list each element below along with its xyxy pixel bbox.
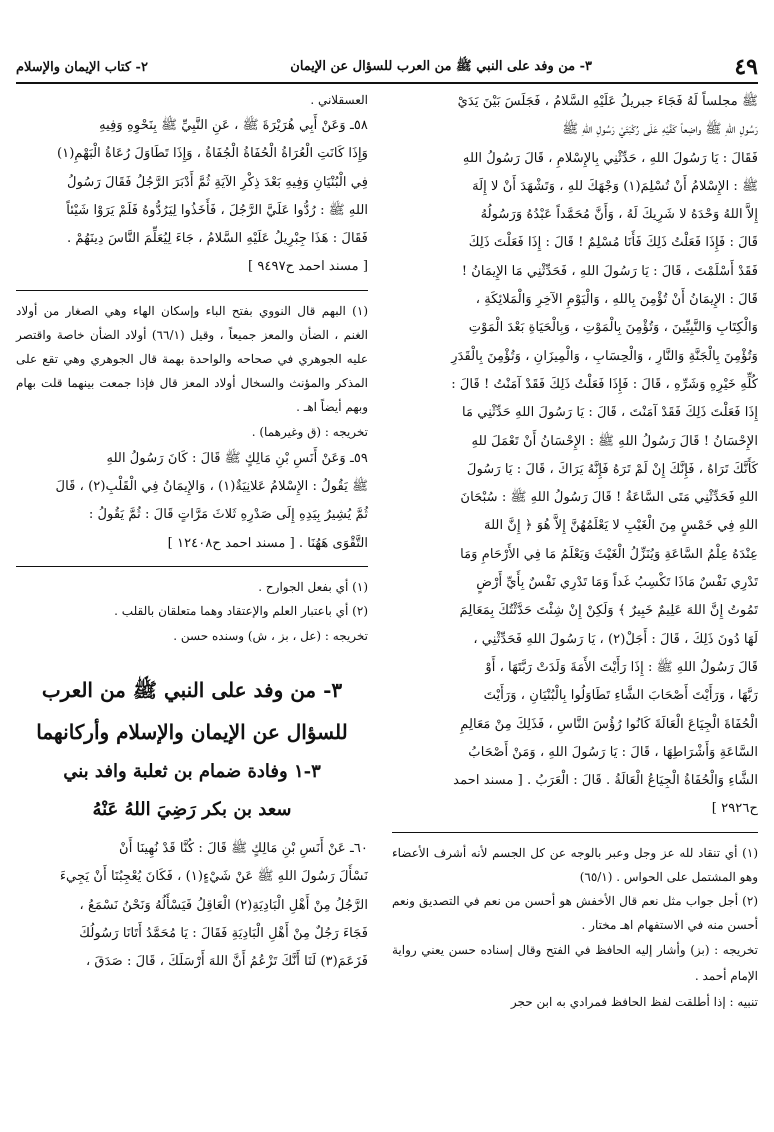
text-line: [ مسند احمد ح٩٤٩٧ ] [247,259,368,275]
text-line: إِلاَّ اللهُ وَحْدَهُ لا شَرِيكَ لَهُ ، وَأَنَّ مُحَمَّداً عَبْدُهُ وَرَسُولُهُ [480,207,758,223]
text-line: فَجَاءَ رَجُلٌ مِنْ أَهْلِ الْبَادِيَةِ فَقَالَ : يَا مُحَمَّدُ أَتَانَا رَسُولُكَ [79,925,368,941]
text-line: ٥٩ـ وَعَنْ أَنَسِ بْنِ مَالِكٍ ﷺ قَالَ : كَانَ رَسُولُ اللهِ [106,450,368,466]
footnote-divider [16,566,368,567]
text-line: رَبَّهَا ، وَرَأَيْتَ أَصْحَابَ الشَّاءِ تَطَاوَلُوا بِالْبُنْيَانِ ، وَرَأَيْتَ [483,688,758,704]
text-line: وَإِذَا كَانَتِ الْعُرَاةُ الْحُفَاةُ الْجُفَاةُ ، وَإِذَا تَطَاوَلَ رُعَاةُ الْبَهْمِ(١) [56,146,368,162]
text-line: نَسْأَلَ رَسُولَ اللهِ ﷺ عَنْ شَيْءٍ(١) ، فَكَانَ يُعْجِبُنَا أَنْ يَجِيءَ [59,869,368,885]
continuation-word: العسقلاني . [310,93,368,107]
text-line: الإِحْسَانُ ! قَالَ رَسُولُ اللهِ ﷺ : الإِحْسَانُ أَنْ تَعْمَلَ للهِ [471,433,758,449]
text-line: اللهِ فِي خَمْسٍ مِنَ الْغَيْبِ لا يَعْلَمُهُنَّ إِلاَّ هُوَ ﴿ إِنَّ اللهَ [484,518,758,534]
text-line: ﷺ : الإِسْلامُ أَنْ تُسْلِمَ(١) وَجْهَكَ للهِ ، وَتَشْهَدَ أَنْ لا إِلَهَ [472,178,758,194]
hadith-59 [16,445,368,558]
text-line: فَقَالَ : يَا رَسُولَ اللهِ ، حَدِّثْنِي بِالإِسْلامِ ، قَالَ رَسُولُ اللهِ [462,150,758,166]
text-line: فِي الْبُنْيَانِ وَفِيهِ بَعْدَ ذِكْرِ الآيَةِ ثُمَّ أَدْبَرَ الرَّجُلُ فَقَالَ رَسُولُ [67,174,368,190]
footnote-58: (١) البهم قال النووي بفتح الباء وإسكان الهاء وهي الصغار من أولاد الغنم ، الضأن والمعز جميعاً ، وقيل (٦٦/١) أولاد الضأن خاصة واقتصر عليه الجوهري في صحاحه والواحدة بهمة قال الجوهري وهي تقع على المذكر والمؤنث والسخال أولاد المعز قال فإذا جمعت بينهما قلت بهام وبهم أيضاً اهـ . [16,303,368,414]
footnote-59-2: (٢) أي باعتبار العلم والإعتقاد وهما متعلقان بالقلب . [114,603,368,618]
text-line: السَّاعَةِ وَأَشْرَاطِهَا ، قَالَ : يَا رَسُولَ اللهِ ، وَمَنْ أَصْحَابُ [468,744,758,760]
tanbih-note: تنبيه : إذا أطلقت لفظ الحافظ فمرادي به ابن حجر [510,994,758,1009]
text-line: التَّقْوَى هَهُنَا . [ مسند احمد ح١٢٤٠٨ ] [167,535,368,551]
text-line: عِنْدَهُ عِلْمُ السَّاعَةِ وَيُنَزِّلُ الْغَيْثَ وَيَعْلَمُ مَا فِي الأَرْحَامِ وَمَا [460,546,758,562]
text-line: فَقَدْ أَسْلَمْتَ ، قَالَ : يَا رَسُولَ اللهِ ، فَحَدِّثْنِي مَا الإِيمَانُ ! [461,263,758,279]
subsection-heading: سعد بن بكر رَضِيَ اللهُ عَنْهُ [92,798,292,820]
text-line: ﷺ مجلساً لَهُ فَجَاءَ جبريلُ عَلَيْهِ السَّلامُ ، فَجَلَسَ بَيْنَ يَدَيْ [457,94,758,109]
left-column [16,88,368,976]
text-line: إِذَا فَعَلْتَ ذَلِكَ فَقَدْ آمَنْتَ ، قَالَ : يَا رَسُولَ اللهِ حَدِّثْنِي مَا [461,405,758,421]
section-heading: للسؤال عن الإيمان والإسلام وأركانهما [36,719,348,744]
text-line: ٥٨ـ وَعَنْ أَبِي هُرَيْرَةَ ﷺ ، عَنِ النَّبِيِّ ﷺ بِنَحْوِهِ وَفِيهِ [99,118,368,133]
takhrij-59: تخريجه : (عل ، بز ، ش) وسنده حسن . [173,628,368,643]
text-line: فَزَعَمَ(٣) لَنَا أَنَّكَ تَزْعُمُ أَنَّ اللهَ أَرْسَلَكَ ، قَالَ : صَدَقَ ، [85,954,368,970]
text-line: فَقَالَ : هَذَا جِبْرِيلُ عَلَيْهِ السَّلامُ ، جَاءَ لِيُعَلِّمَ النَّاسَ دِينَهُمْ . [67,231,368,247]
subsection-heading: ٣-١ وفادة ضمام بن ثعلبة وافد بني [63,760,321,782]
text-line: الْحُفَاةَ الْجِيَاعَ الْعَالَةَ كَانُوا رُؤُسَ النَّاسِ ، فَذَلِكَ مِنْ مَعَالِمِ [460,716,758,732]
footnote-divider [392,832,758,833]
text-line: لَهَا دُونَ ذَلِكَ ، قَالَ : أَجَلْ(٢) ، يَا رَسُولَ اللهِ فَحَدِّثْنِي ، [473,631,758,647]
text-line: ٦٠ـ عَنْ أَنَسِ بْنِ مَالِكٍ ﷺ قَالَ : كُنَّا قَدْ نُهِينَا أَنْ [119,840,368,856]
hadith-60 [16,835,368,976]
page-header [16,52,758,84]
footnote-divider [16,290,368,291]
text-line: قَالَ : الإِيمَانُ أَنْ تُؤْمِنَ بِاللهِ ، وَالْيَوْمِ الآخِرِ وَالْمَلائِكَةِ ، [475,292,758,308]
text-line: كَأَنَّكَ تَرَاهُ ، فَإِنَّكَ إِنْ لَمْ تَرَهُ فَإِنَّهُ يَرَاكَ ، قَالَ : يَا رَسُولَ [466,461,758,477]
text-line: وَالْكِتَابِ وَالنَّبِيِّينَ ، وَتُؤْمِنَ بِالْمَوْتِ ، وَبِالْحَيَاةِ بَعْدَ الْمَوْتِ [468,320,758,336]
footnote-59-1: (١) أي بفعل الجوارح . [258,579,368,594]
hadith-57-text [392,88,758,824]
text-line: كُلِّهِ خَيْرِهِ وَشَرِّهِ ، قَالَ : فَإِذَا فَعَلْتُ ذَلِكَ فَقَدْ آمَنْتُ ! قَالَ : [451,376,758,392]
text-line: وَتُؤْمِنَ بِالْجَنَّةِ وَالنَّارِ ، وَالْحِسَابِ ، وَالْمِيزَانِ ، وَتُؤْمِنَ بِالْقَدَرِ [451,348,758,364]
text-line: ثُمَّ يُشِيرُ بِيَدِهِ إِلَى صَدْرِهِ ثَلاثَ مَرَّاتٍ قَالَ : ثُمَّ يَقُولُ : [88,507,368,523]
hadith-58 [16,112,368,282]
page-number: ٤٩ [734,54,758,80]
takhrij-58: تخريجه : (ق وغيرهما) . [251,424,368,439]
footnote-2: (٢) أجل جواب مثل نعم قال الأخفش هو أحسن من نعم في التصديق ونعم أحسن منه في الاستفهام اهـ مختار . [392,893,758,932]
book-title: ٢- كتاب الإيمان والإسلام [16,59,148,75]
text-line: تَدْرِي نَفْسٌ مَاذَا تَكْسِبُ غَداً وَمَا تَدْرِي نَفْسٌ بِأَيِّ أَرْضٍ [476,575,758,591]
takhrij-note: تخريجه : (بز) وأشار إليه الحافظ في الفتح وقال إسناده حسن يعني رواية الإمام أحمد . [392,942,758,983]
text-line: ح٢٩٢٦ ] [711,801,758,817]
text-line: الرَّجُلُ مِنْ أَهْلِ الْبَادِيَةِ(٢) الْعَاقِلُ فَيَسْأَلُهُ وَنَحْنُ نَسْمَعُ ، [79,897,368,913]
footnote-1: (١) أي تنقاد لله عز وجل وعبر بالوجه عن كل الجسم لأنه أشرف الأعضاء وهو المشتمل على الحواس . (٦٥/١) [392,845,758,884]
text-line: قَالَ رَسُولُ اللهِ ﷺ : إِذَا رَأَيْتَ الأَمَةَ وَلَدَتْ رَبَّتَهَا ، أَوْ [485,659,758,675]
right-column [392,88,758,1015]
text-line: الشَّاءِ وَالْحُفَاةُ الْجِيَاعُ الْعَالَةُ . قَالَ : الْعَرَبُ . [ مسند احمد [453,773,758,789]
text-line: ﷺ يَقُولُ : الإِسْلامُ عَلانِيَةٌ(١) ، وَالإِيمَانُ فِي الْقَلْبِ(٢) ، قَالَ [55,479,368,495]
section-heading: ٣- من وفد على النبي ﷺ من العرب [41,677,343,702]
text-line: رَسُولِ اللهِ ﷺ واضِعاً كَفَّيْهِ عَلَى رُكْبَتَيْ رَسُولِ اللهِ ﷺ [562,122,758,138]
text-line: تَمُوتُ إِنَّ اللهَ عَلِيمٌ خَبِيرٌ ﴾ وَلَكِنْ إِنْ شِئْتَ حَدَّثْتُكَ بِمَعَالِمَ [459,603,758,619]
running-title: ٣- من وفد على النبي ﷺ من العرب للسؤال عن الإيمان [290,58,593,74]
text-line: اللهِ فَحَدِّثْنِي مَتَى السَّاعَةُ ! قَالَ رَسُولُ اللهِ ﷺ : سُبْحَانَ [460,490,758,506]
text-line: اللهِ ﷺ : رُدُّوا عَلَيَّ الرَّجُلَ ، فَأَخَذُوا لِيَرُدُّوهُ فَلَمْ يَرَوْا شَيْئاً [66,202,368,218]
text-line: قَالَ : فَإِذَا فَعَلْتُ ذَلِكَ فَأَنَا مُسْلِمٌ ! قَالَ : إِذَا فَعَلْتَ ذَلِكَ [468,235,758,251]
